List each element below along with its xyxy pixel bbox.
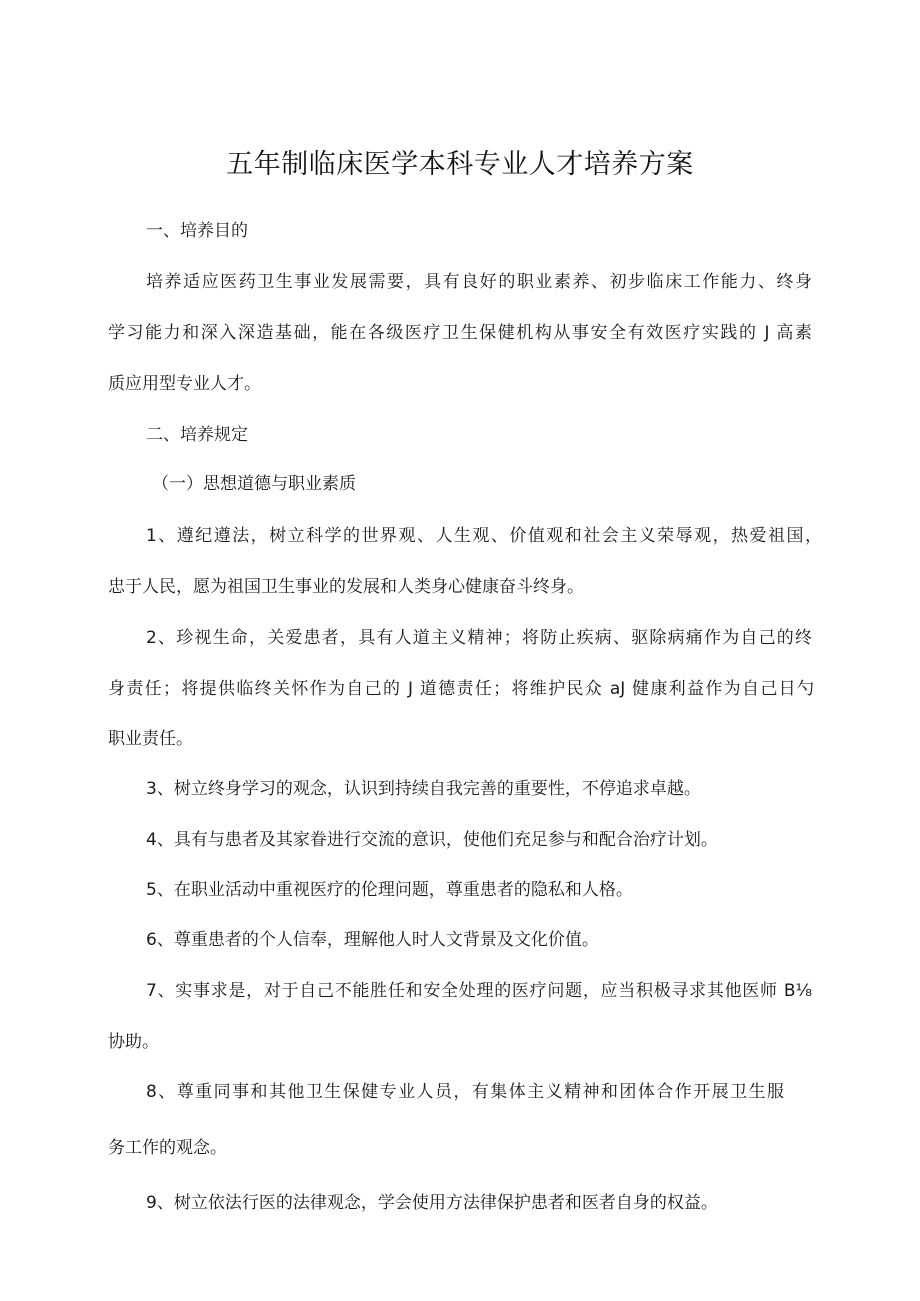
- list-item-line: 1、遵纪遵法，树立科学的世界观、人生观、价值观和社会主义荣辱观，热爱祖国，: [146, 526, 822, 546]
- list-item-line: 9、树立依法行医的法律观念，学会使用方法律保护患者和医者自身的权益。: [146, 1193, 718, 1213]
- paragraph-line: 质应用型专业人才。: [108, 374, 261, 394]
- list-item-line: 3、树立终身学习的观念，认识到持续自我完善的重要性，不停追求卓越。: [146, 779, 701, 799]
- list-item-line: 职业责任。: [108, 729, 193, 749]
- paragraph-line: 培养适应医药卫生事业发展需要，具有良好的职业素养、初步临床工作能力、终身: [146, 272, 812, 292]
- list-item-line: 协助。: [108, 1032, 159, 1052]
- document-title: 五年制临床医学本科专业人才培养方案: [226, 149, 694, 180]
- list-item-line: 身责任；将提供临终关怀作为自己的 J 道德责任；将维护民众 aJ 健康利益作为自己日勺: [108, 679, 814, 699]
- list-item-line: 5、在职业活动中重视医疗的伦理问题，尊重患者的隐私和人格。: [146, 880, 633, 900]
- list-item-line: 务工作的观念。: [108, 1138, 227, 1158]
- paragraph-line: 学习能力和深入深造基础，能在各级医疗卫生保健机构从事安全有效医疗实践的 J 高素: [108, 323, 812, 343]
- subsection-heading: （一）思想道德与职业素质: [152, 474, 356, 494]
- list-item-line: 4、具有与患者及其家眷进行交流的意识，使他们充足参与和配合治疗计划。: [146, 830, 718, 850]
- list-item-line: 8、尊重同事和其他卫生保健专业人员，有集体主义精神和团体合作开展卫生服: [146, 1082, 784, 1102]
- list-item-line: 6、尊重患者的个人信奉，理解他人时人文背景及文化价值。: [146, 930, 599, 950]
- section-heading-requirements: 二、培养规定: [146, 425, 248, 445]
- list-item-line: 2、珍视生命，关爱患者，具有人道主义精神；将防止疾病、驱除病痛作为自己的终: [146, 628, 812, 648]
- list-item-line: 7、实事求是，对于自己不能胜任和安全处理的医疗问题，应当积极寻求其他医师 B⅛: [146, 981, 812, 1001]
- section-heading-purpose: 一、培养目的: [146, 221, 248, 241]
- list-item-line: 忠于人民，愿为祖国卫生事业的发展和人类身心健康奋斗终身。: [108, 577, 584, 597]
